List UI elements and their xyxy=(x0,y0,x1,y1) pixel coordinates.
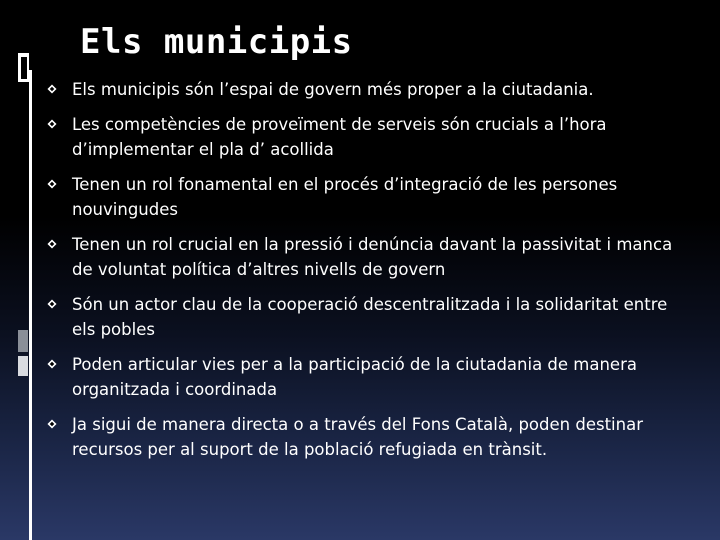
decorative-vertical-rule xyxy=(29,70,32,540)
bullet-text: Els municipis són l’espai de govern més proper a la ciutadania. xyxy=(72,80,594,99)
bullet-item xyxy=(48,292,688,342)
bullet-text: Tenen un rol crucial en la pressió i denúncia davant la passivitat i manca de voluntat política d’altres nivells de govern xyxy=(72,235,673,279)
decorative-block-grey xyxy=(18,330,28,352)
bullet-text: Les competències de proveïment de serveis són crucials a l’hora d’implementar el pla d’ acollida xyxy=(72,115,607,159)
bullet-item xyxy=(48,172,688,222)
bullet-item xyxy=(48,412,688,462)
bullet-item xyxy=(48,232,688,282)
bullet-text: Tenen un rol fonamental en el procés d’integració de les persones nouvingudes xyxy=(72,175,618,219)
decorative-block-light xyxy=(18,356,28,376)
square-bullet-icon xyxy=(47,419,56,428)
bullet-text: Ja sigui de manera directa o a través del Fons Català, poden destinar recursos per al suport de la població refugiada en trànsit. xyxy=(72,415,643,459)
square-bullet-icon xyxy=(47,359,56,368)
square-bullet-icon xyxy=(47,119,56,128)
slide-title: Els municipis xyxy=(80,22,353,62)
square-bullet-icon xyxy=(47,299,56,308)
bullet-item xyxy=(48,112,688,162)
bullet-item xyxy=(48,352,688,402)
bullet-item xyxy=(48,77,688,102)
square-bullet-icon xyxy=(47,84,56,93)
decorative-bar-top xyxy=(18,53,29,82)
bullet-list xyxy=(48,77,688,472)
square-bullet-icon xyxy=(47,239,56,248)
square-bullet-icon xyxy=(47,179,56,188)
bullet-text: Són un actor clau de la cooperació descentralitzada i la solidaritat entre els pobles xyxy=(72,295,668,339)
bullet-text: Poden articular vies per a la participació de la ciutadania de manera organitzada i coordinada xyxy=(72,355,637,399)
